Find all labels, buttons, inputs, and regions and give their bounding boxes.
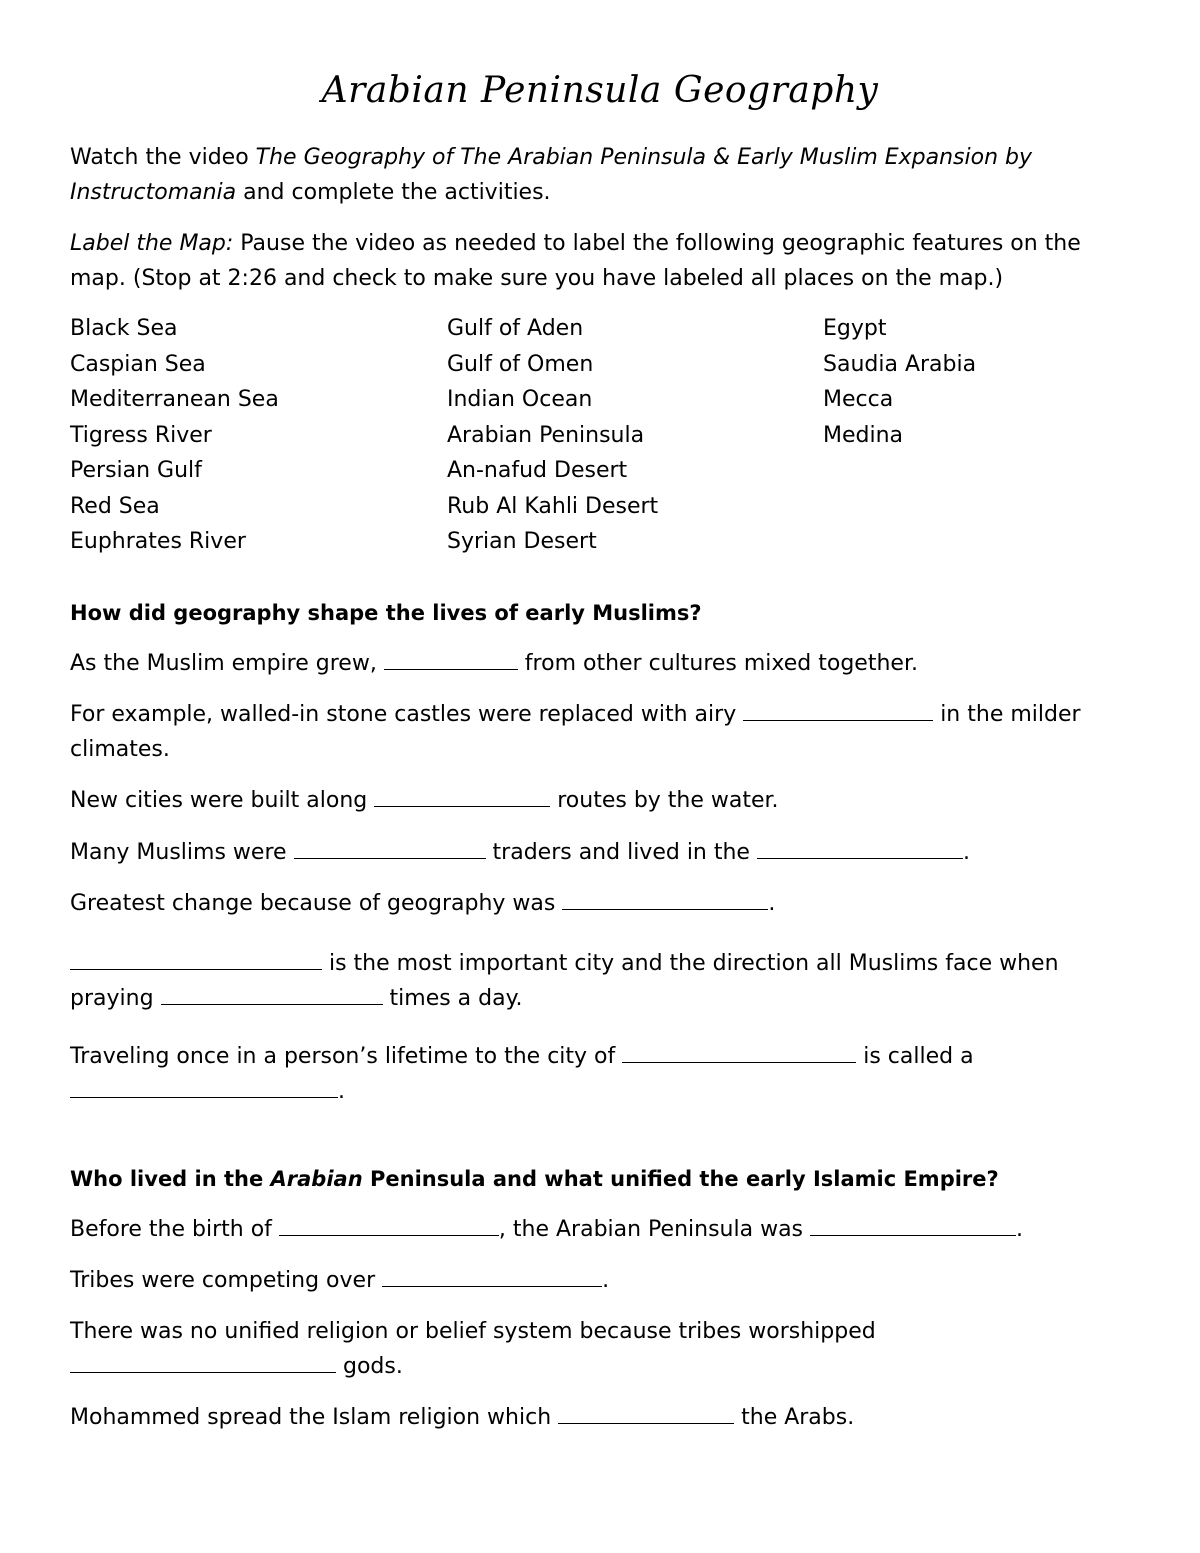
- place-item: Black Sea: [70, 316, 178, 341]
- place-item: Medina: [823, 422, 904, 448]
- worksheet-title: Arabian Peninsula Geography: [321, 70, 879, 111]
- answer-blank[interactable]: [743, 698, 933, 721]
- place-item: Persian Gulf: [70, 458, 202, 483]
- place-item: An-nafud Desert: [447, 458, 628, 483]
- video-author: Instructomania: [70, 180, 237, 205]
- place-item: Caspian Sea: [70, 351, 206, 377]
- places-column-2: [447, 311, 658, 560]
- answer-blank[interactable]: [161, 982, 383, 1005]
- places-column-3: [823, 311, 976, 453]
- question-tribes-competing: Tribes were competing over .: [70, 1263, 609, 1298]
- answer-blank[interactable]: [70, 1350, 336, 1373]
- place-item: Mecca: [823, 387, 894, 412]
- question-castles: For example, walled-in stone castles were replaced with airy in the milder climates.: [70, 697, 1090, 767]
- place-item: Red Sea: [70, 493, 160, 519]
- label-map-heading: Label the Map:: [70, 231, 234, 256]
- answer-blank[interactable]: [374, 784, 550, 807]
- question-pilgrimage: Traveling once in a person’s lifetime to the city of is called a .: [70, 1039, 1090, 1109]
- question-before-birth: Before the birth of , the Arabian Peninsula was .: [70, 1212, 1023, 1247]
- answer-blank[interactable]: [382, 1264, 602, 1287]
- label-map-instructions: Label the Map: Pause the video as needed to label the following geographic features on the map. (Stop at 2:26 and check to make sure you have labeled all places on the map.): [70, 231, 1081, 291]
- answer-blank[interactable]: [384, 647, 518, 670]
- answer-blank[interactable]: [294, 836, 486, 859]
- place-item: Gulf of Aden: [447, 316, 584, 341]
- place-item: Rub Al Kahli Desert: [447, 493, 659, 519]
- answer-blank[interactable]: [558, 1401, 734, 1424]
- places-column-1: [70, 311, 279, 560]
- place-item: Egypt: [823, 316, 887, 341]
- place-item: Tigress River: [70, 422, 212, 448]
- answer-blank[interactable]: [757, 836, 963, 859]
- answer-blank[interactable]: [622, 1040, 856, 1063]
- answer-blank[interactable]: [810, 1213, 1016, 1236]
- question-greatest-change: Greatest change because of geography was .: [70, 886, 775, 921]
- question-cities: New cities were built along routes by the water.: [70, 783, 779, 818]
- answer-blank[interactable]: [70, 1075, 338, 1098]
- place-item: Arabian Peninsula: [447, 422, 645, 448]
- video-title: The Geography of The Arabian Peninsula & Early Muslim Expansion: [255, 145, 999, 170]
- answer-blank[interactable]: [279, 1213, 499, 1236]
- place-item: Indian Ocean: [447, 387, 593, 412]
- answer-blank[interactable]: [562, 887, 768, 910]
- section-heading-unification: Who lived in the Arabian Peninsula and what unified the early Islamic Empire?: [70, 1167, 999, 1191]
- section-heading-geography: How did geography shape the lives of early Muslims?: [70, 601, 702, 625]
- answer-blank[interactable]: [70, 947, 322, 970]
- question-religion: There was no unified religion or belief system because tribes worshipped gods.: [70, 1319, 876, 1379]
- place-item: Euphrates River: [70, 529, 246, 554]
- question-cultures: As the Muslim empire grew, from other cultures mixed together.: [70, 646, 918, 681]
- place-item: Mediterranean Sea: [70, 387, 279, 412]
- place-item: Syrian Desert: [447, 529, 597, 554]
- place-item: Gulf of Omen: [447, 351, 594, 377]
- question-important-city: is the most important city and the direction all Muslims face when praying times a day.: [70, 946, 1090, 1016]
- intro-paragraph: Watch the video The Geography of The Arabian Peninsula & Early Muslim Expansion by Instructomania and complete the activities.: [70, 145, 1033, 205]
- place-item: Saudia Arabia: [823, 351, 977, 377]
- question-traders: Many Muslims were traders and lived in the .: [70, 835, 970, 870]
- question-mohammed: Mohammed spread the Islam religion which the Arabs.: [70, 1400, 854, 1435]
